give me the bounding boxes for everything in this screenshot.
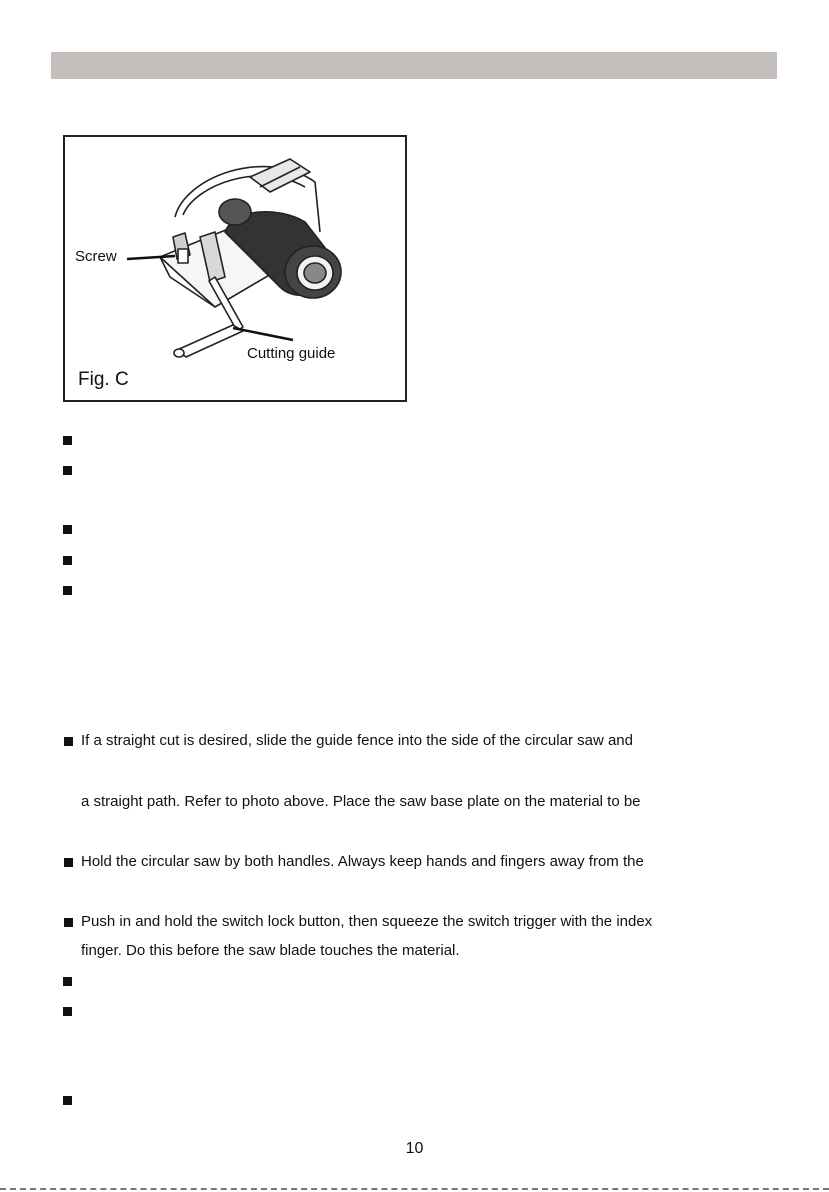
bottom-divider	[0, 1188, 829, 1190]
bullet-marker	[63, 1007, 72, 1016]
bullet-marker	[63, 525, 72, 534]
paragraph-line: a straight path. Refer to photo above. Place the saw base plate on the material to be	[81, 793, 641, 810]
figure-c	[63, 135, 407, 402]
bullet-marker	[63, 977, 72, 986]
paragraph-line: finger. Do this before the saw blade touches the material.	[81, 942, 460, 959]
page-number: 10	[405, 1140, 424, 1157]
circular-saw-illustration	[65, 137, 405, 400]
paragraph-line: If a straight cut is desired, slide the guide fence into the side of the circular saw and	[81, 732, 633, 749]
bullet-marker	[63, 556, 72, 565]
bullet-marker	[63, 1096, 72, 1105]
screw-label: Screw	[75, 248, 117, 265]
figure-caption: Fig. C	[78, 369, 129, 390]
bullet-marker	[63, 436, 72, 445]
paragraph-line: Hold the circular saw by both handles. Always keep hands and fingers away from the	[81, 853, 644, 870]
bullet-marker	[63, 466, 72, 475]
paragraph-line: Push in and hold the switch lock button, then squeeze the switch trigger with the index	[81, 913, 653, 930]
bullet-marker	[63, 586, 72, 595]
section-header-bar	[51, 52, 777, 79]
bullet-marker	[64, 737, 73, 746]
bullet-marker	[64, 858, 73, 867]
bullet-marker	[64, 918, 73, 927]
cutting-guide-label: Cutting guide	[247, 345, 336, 362]
